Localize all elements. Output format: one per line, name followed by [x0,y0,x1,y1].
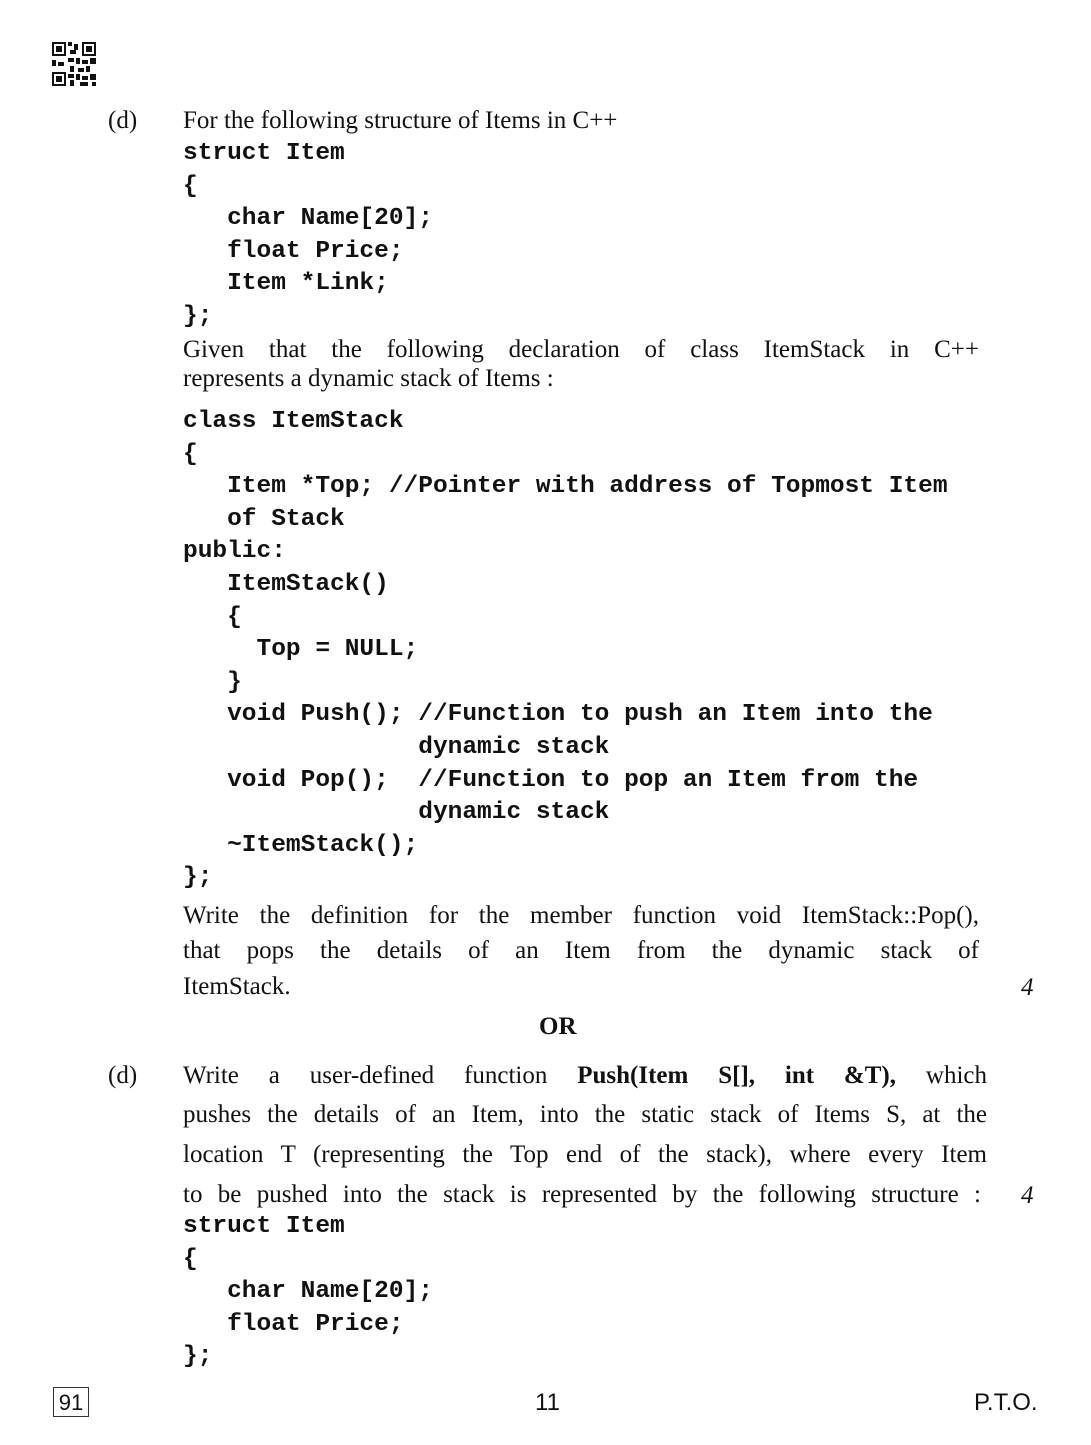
code-line: char Name[20]; [183,1278,433,1306]
code-line: { [183,172,198,200]
code-line: of Stack [183,505,345,533]
code-line: }; [183,302,213,330]
question-text-pre: Write a user-defined function [183,1062,578,1089]
struct-code-block [183,1215,433,1378]
code-line: void Pop(); //Function to pop an Item from the [183,766,919,794]
class-code-block [183,410,948,899]
code-line: void Push(); //Function to push an Item into the [183,701,933,729]
task-text-line: Write the definition for the member function void ItemStack::Pop(), [183,902,979,929]
task-text-line: ItemStack. [183,973,291,1000]
marks-label: 4 [1021,1182,1034,1209]
code-line: { [183,1245,198,1273]
question-label: (d) [108,107,138,134]
question-text-line: location T (representing the Top end of the stack), where every Item [183,1141,987,1168]
pto-label: P.T.O. [974,1389,1038,1416]
struct-code-block [183,142,433,338]
code-line: }; [183,1343,213,1371]
paper-code-badge [53,1387,89,1417]
or-divider: OR [539,1013,577,1040]
code-line: { [183,440,198,468]
code-line: float Price; [183,237,404,265]
marks-label: 4 [1021,974,1034,1001]
code-line: }; [183,864,213,892]
code-line: char Name[20]; [183,205,433,233]
code-line: } [183,668,242,696]
code-line: ItemStack() [183,570,389,598]
question-text-line [183,1063,987,1088]
task-text-line: that pops the details of an Item from the dynamic stack of [183,937,979,964]
qr-code-icon [52,42,96,86]
code-line: dynamic stack [183,799,610,827]
code-line: struct Item [183,140,345,167]
given-text-line: Given that the following declaration of class ItemStack in C++ [183,336,979,363]
code-line: class ItemStack [183,408,404,435]
code-line: { [183,603,242,631]
paper-code: 91 [58,1390,84,1415]
question-label: (d) [108,1062,138,1089]
code-line: ~ItemStack(); [183,831,419,859]
question-intro: For the following structure of Items in C++ [183,107,618,134]
function-signature: Push(Item S[], int &T), [577,1062,897,1089]
code-line: Item *Link; [183,270,389,298]
code-line: float Price; [183,1310,404,1338]
code-line: dynamic stack [183,733,610,761]
code-line: Item *Top; //Pointer with address of Topmost Item [183,473,948,501]
question-text-post: which [896,1062,987,1089]
page-number: 11 [535,1389,560,1416]
given-text-line: represents a dynamic stack of Items : [183,365,554,392]
code-line: Top = NULL; [183,636,419,664]
code-line: struct Item [183,1213,345,1240]
code-line: public: [183,538,286,566]
question-text-line: pushes the details of an Item, into the static stack of Items S, at the [183,1101,987,1128]
question-text-line: to be pushed into the stack is represented by the following structure : [183,1181,981,1208]
